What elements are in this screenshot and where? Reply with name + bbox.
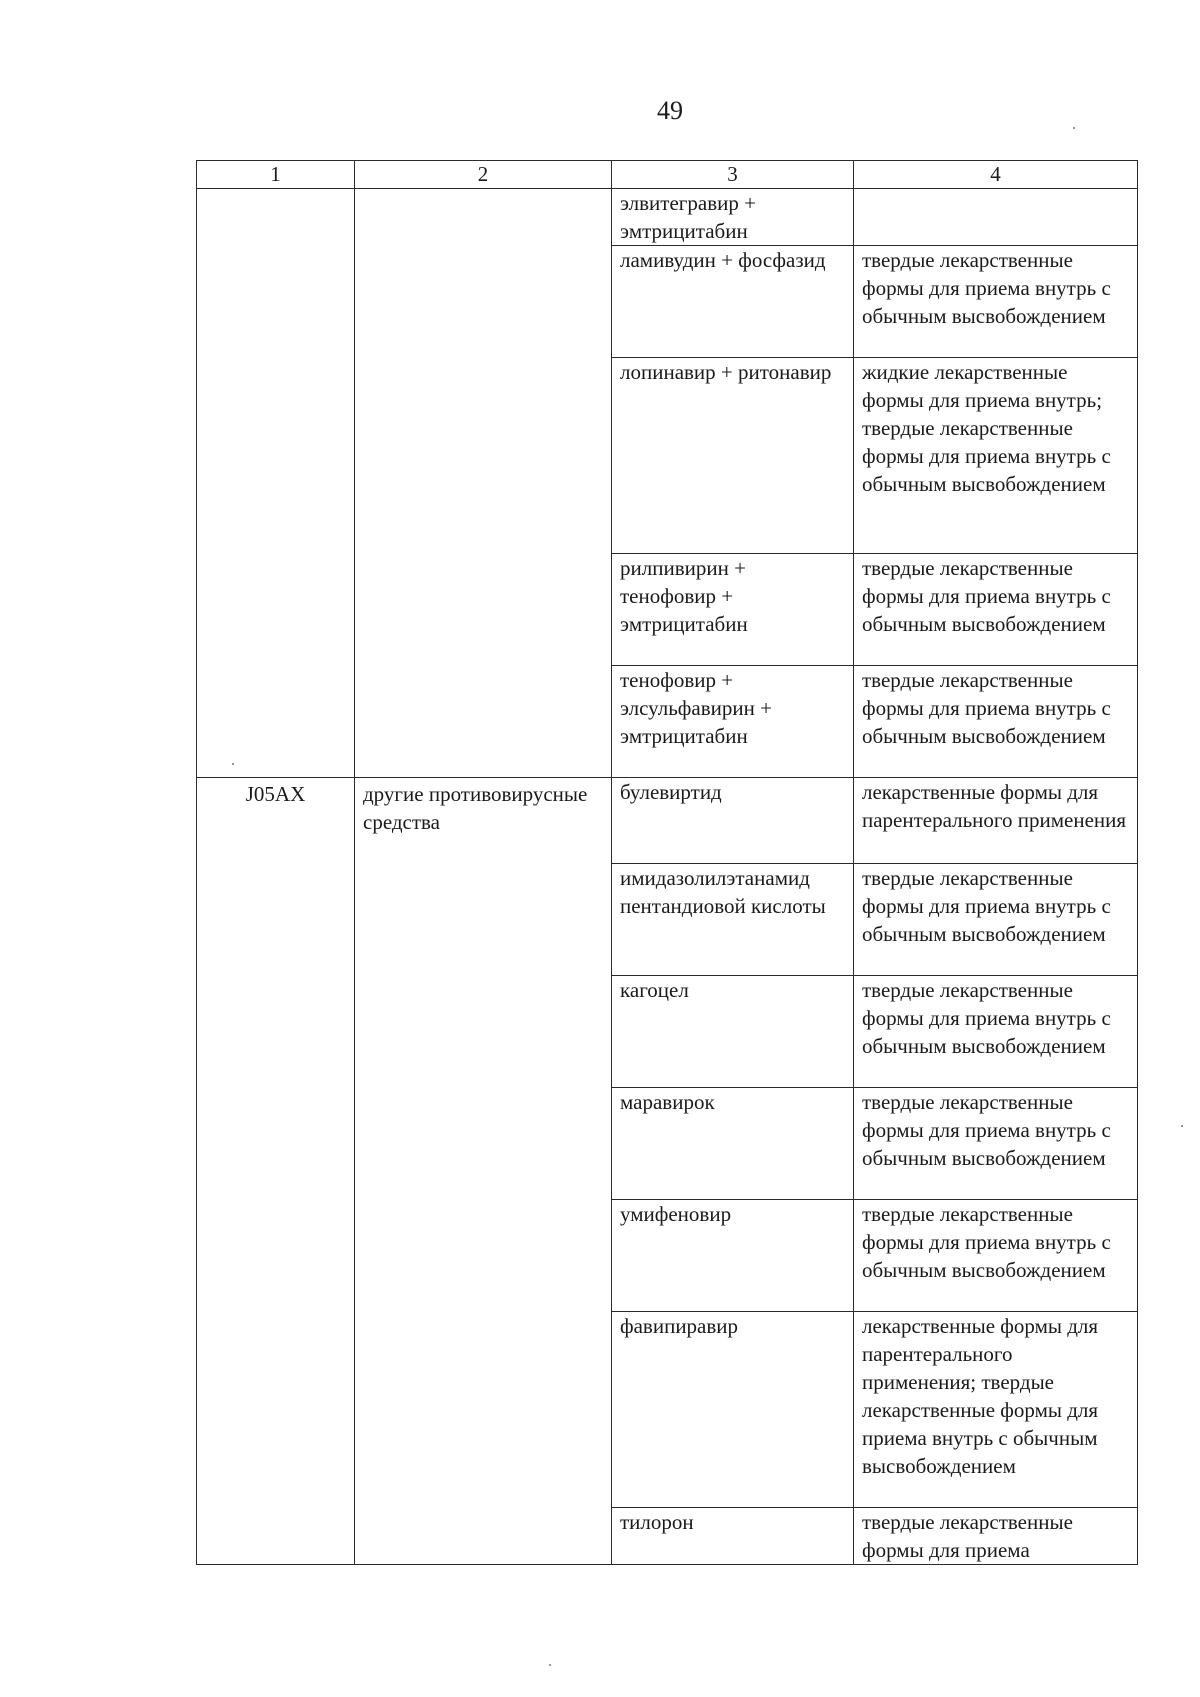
- table-row: [197, 778, 1138, 864]
- dosage-form-cell: [854, 189, 1138, 246]
- dosage-form-cell: лекарственные формы для парентерального применения; твердые лекарственные формы для приема внутрь с обычным высвобождением: [854, 1312, 1138, 1508]
- dosage-form-cell: твердые лекарственные формы для приема внутрь с обычным высвобождением: [854, 1200, 1138, 1312]
- dosage-form-cell: лекарственные формы для парентерального применения: [854, 778, 1138, 864]
- medicines-table-container: [196, 160, 1137, 1565]
- scan-speck: [232, 763, 234, 765]
- dosage-form-cell: жидкие лекарственные формы для приема внутрь; твердые лекарственные формы для приема внутрь с обычным высвобождением: [854, 358, 1138, 554]
- scan-speck: [1181, 1125, 1183, 1127]
- column-header-4: 4: [854, 161, 1138, 189]
- column-header-1: 1: [197, 161, 355, 189]
- column-header-2: 2: [355, 161, 612, 189]
- atc-group-name-cell: другие противовирусные средства: [355, 778, 612, 1565]
- substance-cell: маравирок: [612, 1088, 854, 1200]
- column-header-3: 3: [612, 161, 854, 189]
- substance-cell: ламивудин + фосфазид: [612, 246, 854, 358]
- substance-cell: фавипиравир: [612, 1312, 854, 1508]
- dosage-form-cell: твердые лекарственные формы для приема внутрь с обычным высвобождением: [854, 666, 1138, 778]
- substance-cell: умифеновир: [612, 1200, 854, 1312]
- substance-cell: рилпивирин + тенофовир + эмтрицитабин: [612, 554, 854, 666]
- medicines-table: [196, 160, 1138, 1565]
- continuation-code-cell: [197, 189, 355, 778]
- page-number: 49: [657, 96, 683, 125]
- dosage-form-cell: твердые лекарственные формы для приема: [854, 1508, 1138, 1565]
- table-row: [197, 189, 1138, 246]
- substance-cell: тилорон: [612, 1508, 854, 1565]
- substance-cell: кагоцел: [612, 976, 854, 1088]
- continuation-group-cell: [355, 189, 612, 778]
- dosage-form-cell: твердые лекарственные формы для приема внутрь с обычным высвобождением: [854, 864, 1138, 976]
- scan-speck: [1073, 127, 1075, 129]
- substance-cell: тенофовир + элсульфавирин + эмтрицитабин: [612, 666, 854, 778]
- scan-speck: [549, 1664, 551, 1666]
- atc-code-cell: J05AX: [197, 778, 355, 1565]
- table-header-row: [197, 161, 1138, 189]
- dosage-form-cell: твердые лекарственные формы для приема внутрь с обычным высвобождением: [854, 554, 1138, 666]
- dosage-form-cell: твердые лекарственные формы для приема внутрь с обычным высвобождением: [854, 1088, 1138, 1200]
- substance-cell: лопинавир + ритонавир: [612, 358, 854, 554]
- substance-cell: имидазолилэтанамид пентандиовой кислоты: [612, 864, 854, 976]
- substance-cell: элвитегравир + эмтрицитабин: [612, 189, 854, 246]
- dosage-form-cell: твердые лекарственные формы для приема внутрь с обычным высвобождением: [854, 246, 1138, 358]
- dosage-form-cell: твердые лекарственные формы для приема внутрь с обычным высвобождением: [854, 976, 1138, 1088]
- substance-cell: булевиртид: [612, 778, 854, 864]
